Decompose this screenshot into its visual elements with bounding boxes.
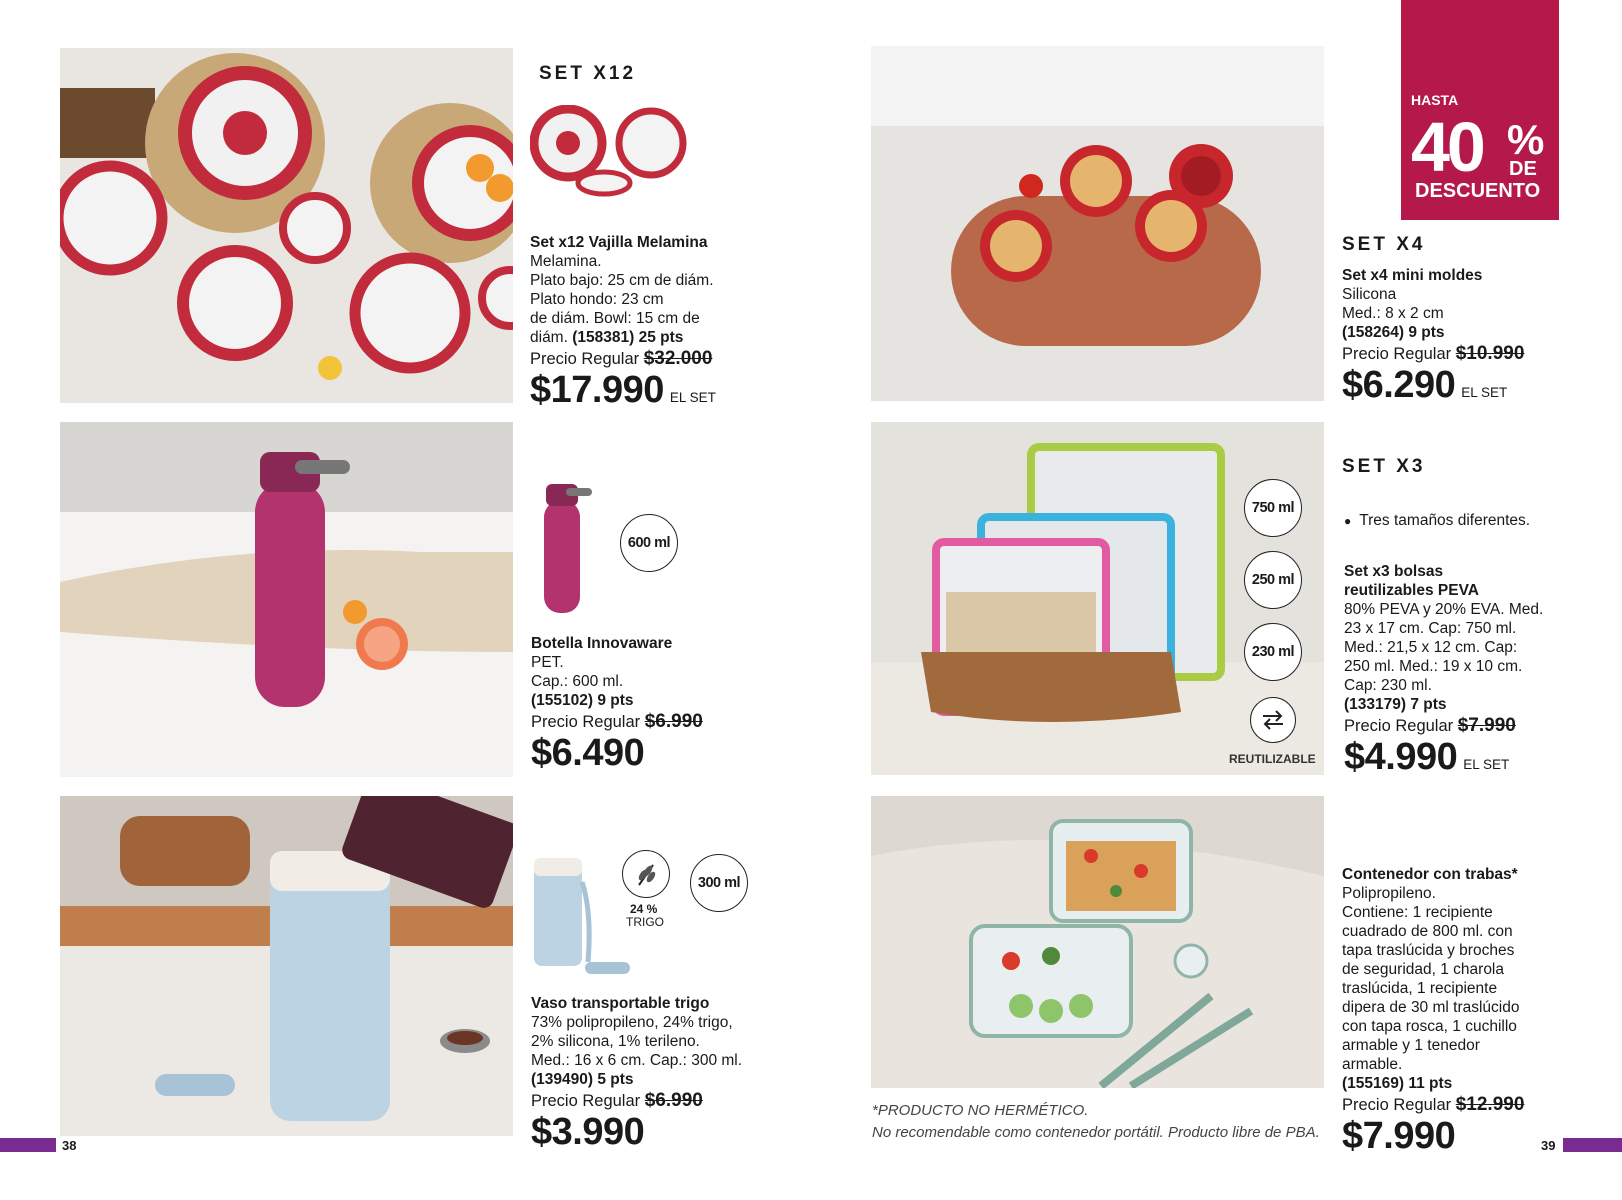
moldes-info	[1342, 266, 1572, 414]
botella-code: (155102) 9 pts	[531, 692, 634, 709]
moldes-photo	[871, 46, 1324, 401]
moldes-desc-line: Silicona	[1342, 286, 1397, 303]
vaso-info	[531, 994, 781, 1153]
moldes-price: $6.290	[1342, 364, 1456, 406]
botella-regular-price: $6.990	[644, 711, 703, 732]
left-page-number: 38	[62, 1138, 77, 1153]
discount-de: DE	[1509, 158, 1537, 180]
contenedor-info	[1342, 865, 1582, 1157]
trigo-label: TRIGO	[626, 915, 664, 929]
vaso-code: (139490) 5 pts	[531, 1071, 634, 1088]
vajilla-thumbnail	[530, 105, 688, 200]
vaso-regular-label: Precio Regular	[531, 1092, 641, 1110]
bolsas-price-unit: EL SET	[1463, 757, 1510, 772]
vajilla-desc-line: Plato hondo: 23 cm	[530, 291, 664, 308]
right-page-bar	[1563, 1138, 1622, 1152]
contenedor-desc-line: Contiene: 1 recipiente	[1342, 904, 1493, 921]
vaso-desc-line: 73% polipropileno, 24% trigo,	[531, 1014, 733, 1031]
bolsa-capacity-badge: 750 ml	[1244, 479, 1302, 537]
bolsas-regular-label: Precio Regular	[1344, 717, 1454, 735]
footnote	[872, 1100, 1320, 1144]
vajilla-desc-line: Melamina.	[530, 253, 602, 270]
contenedor-desc-line: armable.	[1342, 1056, 1403, 1073]
vajilla-price-unit: EL SET	[669, 390, 716, 405]
bolsas-bullet: ● Tres tamaños diferentes.	[1344, 512, 1531, 529]
contenedor-desc-line: Polipropileno.	[1342, 885, 1436, 902]
moldes-regular-price: $10.990	[1455, 343, 1525, 364]
right-page-number: 39	[1541, 1138, 1556, 1153]
contenedor-code: (155169) 11 pts	[1342, 1075, 1453, 1092]
vajilla-regular-price: $32.000	[643, 348, 713, 369]
vajilla-name: Set x12 Vajilla Melamina	[530, 234, 708, 251]
bolsas-desc-line: 23 x 17 cm. Cap: 750 ml.	[1344, 620, 1517, 637]
contenedor-desc-line: con tapa rosca, 1 cuchillo	[1342, 1018, 1517, 1035]
botella-name: Botella Innovaware	[531, 635, 673, 652]
bolsas-name: Set x3 bolsas	[1344, 563, 1444, 580]
vaso-regular-price: $6.990	[644, 1090, 703, 1111]
discount-percent-sign: %	[1507, 116, 1545, 163]
contenedor-regular-price: $12.990	[1455, 1094, 1525, 1115]
vaso-capacity-badge: 300 ml	[690, 854, 748, 912]
vaso-desc-line: Med.: 16 x 6 cm. Cap.: 300 ml.	[531, 1052, 743, 1069]
vajilla-desc-line: de diám. Bowl: 15 cm de	[530, 310, 700, 327]
bolsas-desc-line: 250 ml. Med.: 19 x 10 cm.	[1344, 658, 1523, 675]
vajilla-regular-label: Precio Regular	[530, 350, 640, 368]
contenedor-desc-line: de seguridad, 1 charola	[1342, 961, 1505, 978]
vajilla-info	[530, 233, 760, 419]
moldes-desc-line: Med.: 8 x 2 cm	[1342, 305, 1444, 322]
discount-badge	[1401, 0, 1559, 220]
vajilla-photo	[60, 48, 513, 403]
bolsas-name: reutilizables PEVA	[1344, 582, 1479, 599]
vajilla-desc-line: Plato bajo: 25 cm de diám.	[530, 272, 714, 289]
moldes-regular-label: Precio Regular	[1342, 345, 1452, 363]
footnote-line: *PRODUCTO NO HERMÉTICO.	[872, 1102, 1089, 1119]
contenedor-desc-line: armable y 1 tenedor	[1342, 1037, 1480, 1054]
bolsas-code: (133179) 7 pts	[1344, 696, 1447, 713]
bolsas-desc-line: Cap: 230 ml.	[1344, 677, 1432, 694]
vajilla-desc-line: diám.	[530, 329, 568, 346]
reutilizable-label: REUTILIZABLE	[1229, 752, 1316, 766]
botella-price: $6.490	[531, 732, 645, 774]
botella-info	[531, 634, 761, 774]
contenedor-desc-line: dipera de 30 ml traslúcido	[1342, 999, 1520, 1016]
bolsas-bullet-text: Tres tamaños diferentes.	[1359, 512, 1531, 529]
botella-capacity-badge: 600 ml	[620, 514, 678, 572]
bolsas-price: $4.990	[1344, 736, 1458, 778]
bolsas-desc-line: Med.: 21,5 x 12 cm. Cap:	[1344, 639, 1518, 656]
botella-desc-line: Cap.: 600 ml.	[531, 673, 624, 690]
botella-regular-label: Precio Regular	[531, 713, 641, 731]
bolsas-desc-line: 80% PEVA y 20% EVA. Med.	[1344, 601, 1544, 618]
reutilizable-icon	[1250, 697, 1296, 743]
contenedor-desc-line: traslúcida, 1 recipiente	[1342, 980, 1498, 997]
bolsa-capacity-badge: 230 ml	[1244, 623, 1302, 681]
contenedor-regular-label: Precio Regular	[1342, 1096, 1452, 1114]
moldes-code: (158264) 9 pts	[1342, 324, 1445, 341]
vaso-desc-line: 2% silicona, 1% terileno.	[531, 1033, 700, 1050]
trigo-percentage: 24 %	[630, 902, 658, 916]
moldes-set-title: SET X4	[1342, 234, 1426, 255]
bolsas-regular-price: $7.990	[1457, 715, 1516, 736]
moldes-price-unit: EL SET	[1461, 385, 1508, 400]
contenedor-price: $7.990	[1342, 1115, 1456, 1157]
vaso-photo	[60, 796, 513, 1136]
contenedor-desc-line: tapa traslúcida y broches	[1342, 942, 1515, 959]
botella-photo	[60, 422, 513, 777]
contenedor-desc-line: cuadrado de 800 ml. con	[1342, 923, 1513, 940]
contenedor-name: Contenedor con trabas*	[1342, 866, 1518, 883]
moldes-name: Set x4 mini moldes	[1342, 267, 1483, 284]
footnote-line: No recomendable como contenedor portátil. Producto libre de PBA.	[872, 1124, 1320, 1141]
vaso-price: $3.990	[531, 1111, 645, 1153]
botella-desc-line: PET.	[531, 654, 564, 671]
botella-thumbnail	[530, 476, 596, 616]
bolsa-capacity-badge: 250 ml	[1244, 551, 1302, 609]
vajilla-set-title: SET X12	[539, 63, 637, 84]
trigo-icon	[622, 850, 670, 898]
vajilla-price: $17.990	[530, 369, 664, 411]
discount-descuento: DESCUENTO	[1415, 180, 1541, 202]
vaso-name: Vaso transportable trigo	[531, 995, 710, 1012]
left-page-bar	[0, 1138, 56, 1152]
vajilla-code: (158381) 25 pts	[572, 329, 684, 346]
bolsas-info	[1344, 562, 1574, 786]
discount-hasta: HASTA	[1411, 92, 1459, 108]
discount-percentage: 40	[1411, 108, 1483, 186]
bolsas-set-title: SET X3	[1342, 456, 1426, 477]
contenedor-photo	[871, 796, 1324, 1088]
